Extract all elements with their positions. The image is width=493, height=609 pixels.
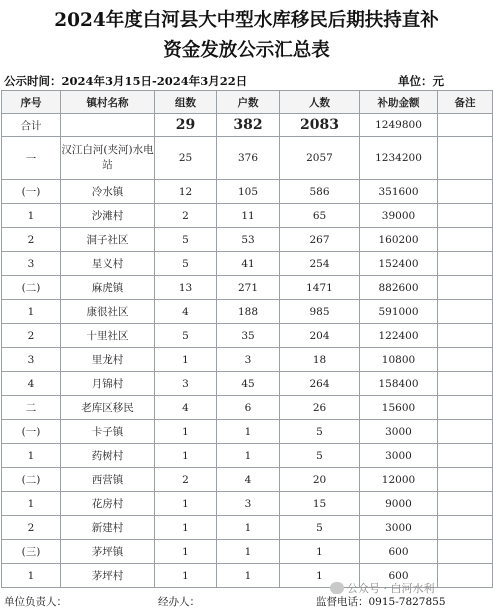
cell-amount: 158400 (360, 372, 438, 396)
cell-index: 1 (2, 444, 61, 468)
cell-index: (一) (2, 180, 61, 204)
cell-groups: 12 (155, 180, 217, 204)
cell-groups: 2 (155, 204, 217, 228)
cell-note (438, 420, 493, 444)
cell-name: 药树村 (61, 444, 155, 468)
cell-amount: 160200 (360, 228, 438, 252)
cell-amount: 9000 (360, 492, 438, 516)
cell-households: 35 (217, 324, 280, 348)
col-header-amount: 补助金额 (360, 91, 438, 114)
cell-amount: 12000 (360, 468, 438, 492)
cell-index: 2 (2, 228, 61, 252)
cell-index: (三) (2, 540, 61, 564)
cell-people: 2083 (280, 114, 360, 137)
table-row (2, 540, 493, 564)
table-row (2, 300, 493, 324)
cell-index: 一 (2, 137, 61, 180)
table-row (2, 420, 493, 444)
cell-note (438, 228, 493, 252)
cell-people: 264 (280, 372, 360, 396)
cell-people: 1471 (280, 276, 360, 300)
table-row (2, 492, 493, 516)
cell-households: 271 (217, 276, 280, 300)
col-header-name: 镇村名称 (61, 91, 155, 114)
cell-note (438, 204, 493, 228)
cell-households: 105 (217, 180, 280, 204)
cell-note (438, 396, 493, 420)
cell-note (438, 444, 493, 468)
total-row (2, 114, 493, 137)
cell-name: 月锦村 (61, 372, 155, 396)
cell-people: 5 (280, 516, 360, 540)
cell-groups: 29 (155, 114, 217, 137)
cell-name: 冷水镇 (61, 180, 155, 204)
cell-note (438, 324, 493, 348)
cell-name: 康很社区 (61, 300, 155, 324)
cell-note (438, 492, 493, 516)
cell-groups: 1 (155, 444, 217, 468)
table-row (2, 228, 493, 252)
cell-name: 汉江白河(夹河)水电站 (61, 137, 155, 180)
cell-note (438, 564, 493, 588)
cell-amount: 351600 (360, 180, 438, 204)
table-row (2, 348, 493, 372)
cell-groups: 25 (155, 137, 217, 180)
table-row (2, 276, 493, 300)
hydro-row (2, 137, 493, 180)
cell-note (438, 114, 493, 137)
cell-note (438, 180, 493, 204)
cell-groups: 13 (155, 276, 217, 300)
cell-households: 3 (217, 348, 280, 372)
cell-index: 4 (2, 372, 61, 396)
cell-households: 41 (217, 252, 280, 276)
wechat-icon (330, 582, 344, 594)
watermark (330, 580, 435, 596)
cell-amount: 3000 (360, 420, 438, 444)
table-row (2, 372, 493, 396)
cell-groups: 1 (155, 348, 217, 372)
cell-note (438, 137, 493, 180)
col-header-households: 户数 (217, 91, 280, 114)
notice-bar (0, 72, 493, 89)
col-header-note: 备注 (438, 91, 493, 114)
cell-name: 茅坪村 (61, 564, 155, 588)
col-header-index: 序号 (2, 91, 61, 114)
cell-people: 15 (280, 492, 360, 516)
cell-amount: 3000 (360, 516, 438, 540)
cell-index: (一) (2, 420, 61, 444)
cell-people: 20 (280, 468, 360, 492)
cell-people: 5 (280, 444, 360, 468)
col-header-groups: 组数 (155, 91, 217, 114)
table-row (2, 444, 493, 468)
cell-households: 1 (217, 540, 280, 564)
cell-note (438, 540, 493, 564)
cell-index: 3 (2, 348, 61, 372)
cell-groups: 3 (155, 372, 217, 396)
cell-index: 2 (2, 324, 61, 348)
table-row (2, 180, 493, 204)
cell-people: 2057 (280, 137, 360, 180)
cell-name: 老库区移民 (61, 396, 155, 420)
cell-households: 1 (217, 444, 280, 468)
cell-name: 洞子社区 (61, 228, 155, 252)
cell-name: 十里社区 (61, 324, 155, 348)
cell-note (438, 372, 493, 396)
cell-groups: 5 (155, 228, 217, 252)
cell-amount: 39000 (360, 204, 438, 228)
table-row (2, 252, 493, 276)
cell-households: 3 (217, 492, 280, 516)
cell-name: 卡子镇 (61, 420, 155, 444)
cell-people: 254 (280, 252, 360, 276)
cell-index: 1 (2, 300, 61, 324)
cell-groups: 4 (155, 396, 217, 420)
cell-amount: 1249800 (360, 114, 438, 137)
cell-households: 11 (217, 204, 280, 228)
cell-households: 1 (217, 564, 280, 588)
cell-people: 1 (280, 540, 360, 564)
cell-households: 1 (217, 516, 280, 540)
cell-amount: 15600 (360, 396, 438, 420)
cell-index: 2 (2, 516, 61, 540)
cell-amount: 600 (360, 564, 438, 588)
cell-index: 合计 (2, 114, 61, 137)
cell-people: 267 (280, 228, 360, 252)
cell-groups: 1 (155, 420, 217, 444)
cell-note (438, 300, 493, 324)
cell-people: 586 (280, 180, 360, 204)
cell-amount: 1234200 (360, 137, 438, 180)
cell-groups: 5 (155, 252, 217, 276)
watermark-text: 公众号 · 白河水利 (347, 582, 435, 595)
header-row (2, 91, 493, 114)
cell-amount: 882600 (360, 276, 438, 300)
cell-households: 53 (217, 228, 280, 252)
footer-hotline: 监督电话：0915-7827855 (316, 596, 446, 608)
cell-name: 茅坪镇 (61, 540, 155, 564)
col-header-people: 人数 (280, 91, 360, 114)
table-row (2, 324, 493, 348)
cell-note (438, 276, 493, 300)
cell-amount: 152400 (360, 252, 438, 276)
cell-households: 376 (217, 137, 280, 180)
table-row (2, 396, 493, 420)
cell-index: 1 (2, 492, 61, 516)
cell-groups: 4 (155, 300, 217, 324)
unit-label: 单位：元 (398, 74, 444, 88)
cell-households: 188 (217, 300, 280, 324)
cell-name: 新建村 (61, 516, 155, 540)
notice-period: 公示时间：2024年3月15日-2024年3月22日 (4, 74, 248, 88)
cell-groups: 1 (155, 516, 217, 540)
cell-people: 18 (280, 348, 360, 372)
cell-households: 4 (217, 468, 280, 492)
cell-groups: 1 (155, 540, 217, 564)
cell-name (61, 114, 155, 137)
cell-people: 1 (280, 564, 360, 588)
table-row (2, 468, 493, 492)
cell-note (438, 252, 493, 276)
cell-amount: 591000 (360, 300, 438, 324)
cell-groups: 2 (155, 468, 217, 492)
cell-amount: 3000 (360, 444, 438, 468)
cell-households: 382 (217, 114, 280, 137)
cell-amount: 122400 (360, 324, 438, 348)
cell-amount: 600 (360, 540, 438, 564)
cell-note (438, 348, 493, 372)
cell-households: 1 (217, 420, 280, 444)
cell-note (438, 516, 493, 540)
cell-name: 花房村 (61, 492, 155, 516)
cell-people: 5 (280, 420, 360, 444)
footer-handler: 经办人： (158, 596, 200, 608)
cell-people: 985 (280, 300, 360, 324)
footer-unit-head: 单位负责人： (4, 596, 67, 608)
cell-people: 204 (280, 324, 360, 348)
title-line-1: 2024年度白河县大中型水库移民后期扶持直补 (54, 10, 439, 31)
cell-groups: 1 (155, 564, 217, 588)
cell-households: 45 (217, 372, 280, 396)
summary-table (1, 90, 493, 588)
cell-note (438, 468, 493, 492)
title-line-2: 资金发放公示汇总表 (163, 40, 330, 61)
cell-index: 1 (2, 204, 61, 228)
cell-name: 里龙村 (61, 348, 155, 372)
cell-index: (二) (2, 468, 61, 492)
cell-amount: 10800 (360, 348, 438, 372)
cell-households: 6 (217, 396, 280, 420)
cell-index: 1 (2, 564, 61, 588)
cell-groups: 5 (155, 324, 217, 348)
table-row (2, 204, 493, 228)
cell-people: 26 (280, 396, 360, 420)
cell-people: 65 (280, 204, 360, 228)
cell-index: 二 (2, 396, 61, 420)
cell-name: 星义村 (61, 252, 155, 276)
cell-groups: 1 (155, 492, 217, 516)
cell-index: (二) (2, 276, 61, 300)
cell-name: 麻虎镇 (61, 276, 155, 300)
table-row (2, 516, 493, 540)
cell-index: 3 (2, 252, 61, 276)
cell-name: 沙滩村 (61, 204, 155, 228)
cell-name: 西营镇 (61, 468, 155, 492)
